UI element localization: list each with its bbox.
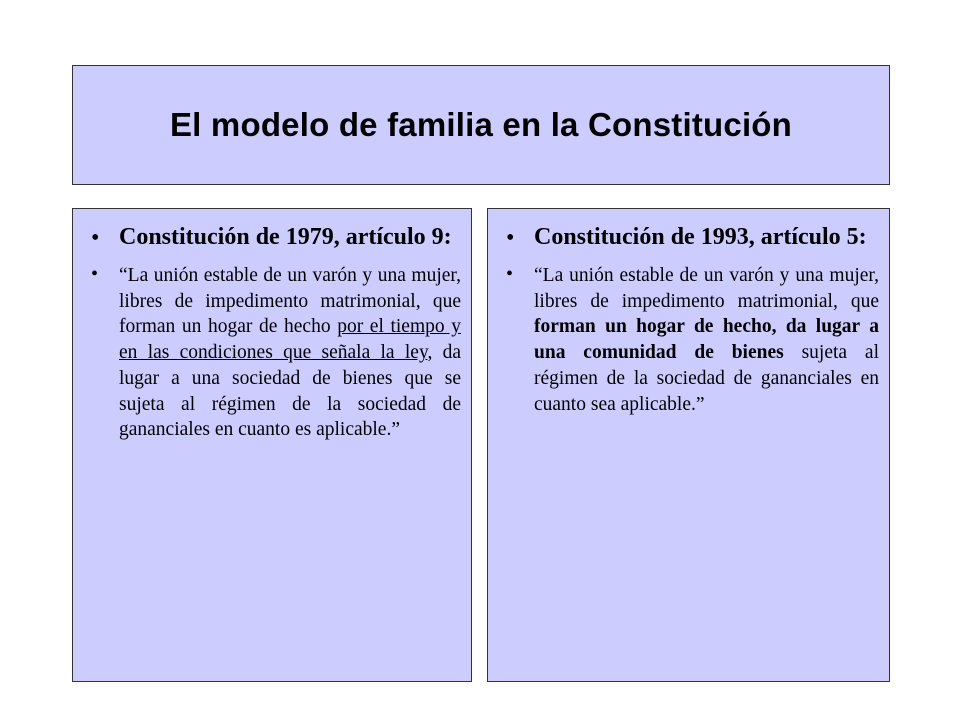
left-quote-underlined: por el tiempo y en las condiciones que señala la ley	[119, 316, 461, 364]
bullet-icon: •	[506, 263, 514, 285]
left-quote-part1: “La unión estable de un varón y una mujer, libres de impedimento matrimonial, que forman un hogar de hecho	[119, 265, 461, 338]
right-column	[500, 221, 879, 417]
left-panel-1979	[72, 208, 472, 682]
right-heading: Constitución de 1993, artículo 5:	[534, 224, 867, 250]
right-quote-bold: forman un hogar de hecho, da lugar a una comunidad de bienes	[534, 316, 879, 364]
right-panel-1993	[487, 208, 890, 682]
left-heading-item	[85, 221, 461, 253]
slide-title: El modelo de familia en la Constitución	[169, 106, 793, 143]
right-quote-part1: “La unión estable de un varón y una mujer, libres de impedimento matrimonial, que	[534, 265, 879, 312]
left-quote-part2: , da lugar a una sociedad de bienes que se sujeta al régimen de la sociedad de gananciales en cuanto es aplicable.”	[119, 342, 462, 441]
right-quote	[534, 263, 879, 417]
left-heading: Constitución de 1979, artículo 9:	[119, 224, 452, 250]
title-box	[72, 65, 890, 185]
bullet-icon: •	[91, 225, 100, 251]
bullet-icon: •	[91, 263, 99, 285]
bullet-icon: •	[506, 225, 515, 251]
left-column	[85, 221, 461, 443]
right-quote-part2: sujeta al régimen de la sociedad de gananciales en cuanto sea aplicable.”	[534, 342, 879, 415]
right-heading-item	[500, 221, 879, 253]
left-quote-item	[85, 263, 461, 443]
left-quote	[119, 263, 461, 443]
right-quote-item	[500, 263, 879, 417]
